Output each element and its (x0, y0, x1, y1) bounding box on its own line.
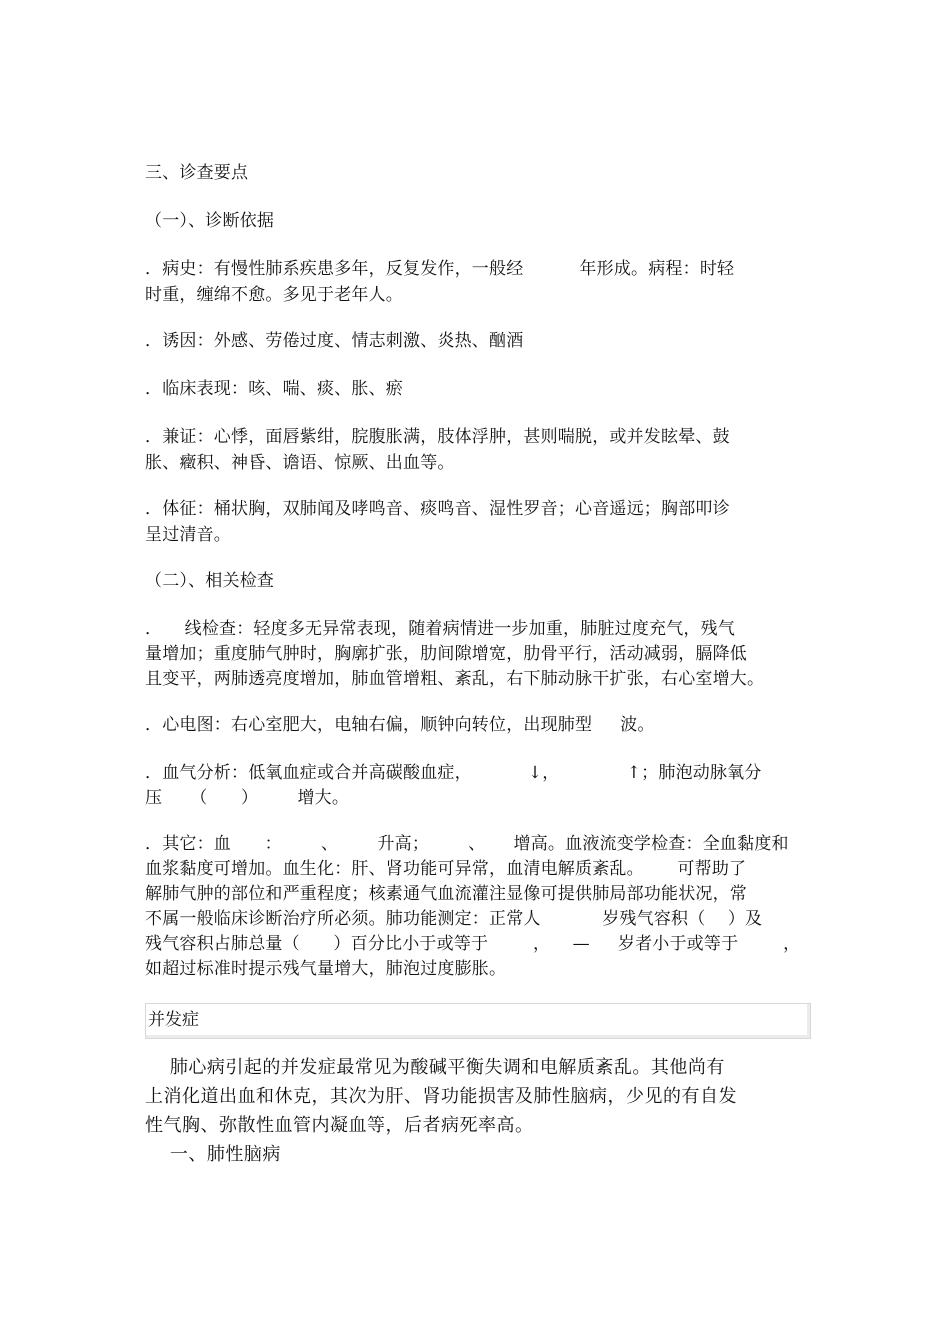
diag-item-signs: ．体征：桶状胸，双肺闻及哮鸣音、痰鸣音、湿性罗音；心音遥远；胸部叩诊 (145, 499, 730, 519)
exam-blood-gas-cont: 压 （ ） 增大。 (145, 788, 350, 808)
subsection-heading: （二）、相关检查 (145, 571, 275, 591)
exam-xray-cont: 且变平，两肺透亮度增加，肺血管增粗、紊乱，右下肺动脉干扩张，右心室增大。 (145, 669, 765, 689)
exam-other-cont: 不属一般临床诊断治疗所必须。肺功能测定：正常人 岁残气容积（ ）及 (145, 909, 763, 929)
complications-paragraph-cont: 性气胸、弥散性血管内凝血等，后者病死率高。 (145, 1115, 534, 1136)
exam-other-cont: 如超过标准时提示残气量增大，肺泡过度膨胀。 (145, 959, 507, 979)
exam-blood-gas: ．血气分析：低氧血症或合并高碳酸血症， ↓， ↑；肺泡动脉氧分 (145, 763, 762, 783)
exam-other-cont: 解肺气肿的部位和严重程度；核素通气血流灌注显像可提供肺局部功能状况，常 (145, 884, 747, 904)
subsection-heading: （一）、诊断依据 (145, 211, 275, 231)
diag-item-complications: ．兼证：心悸，面唇紫绀，脘腹胀满，肢体浮肿，甚则喘脱，或并发眩晕、鼓 (145, 427, 730, 447)
complications-subheading: 一、肺性脑病 (145, 1144, 281, 1165)
diag-item-complications-cont: 胀、癥积、神昏、谵语、惊厥、出血等。 (145, 453, 455, 473)
diag-item-history: ．病史：有慢性肺系疾患多年，反复发作，一般经 年形成。病程：时轻 (145, 259, 735, 279)
exam-xray: ． 线检查：轻度多无异常表现，随着病情进一步加重，肺脏过度充气，残气 (145, 619, 736, 639)
complications-header-box (145, 1003, 811, 1039)
complications-paragraph: 肺心病引起的并发症最常见为酸碱平衡失调和电解质紊乱。其他尚有 (145, 1057, 725, 1078)
exam-xray-cont: 量增加；重度肺气肿时，胸廓扩张，肋间隙增宽，肋骨平行，活动减弱，膈降低 (145, 644, 747, 664)
exam-other: ．其它：血 ： 、 升高； 、 增高。血液流变学检查：全血黏度和 (145, 834, 789, 854)
diag-item-history-cont: 时重，缠绵不愈。多见于老年人。 (145, 285, 403, 305)
diag-item-cause: ．诱因：外感、劳倦过度、情志刺激、炎热、酗酒 (145, 331, 524, 351)
section-heading: 三、诊查要点 (145, 163, 249, 183)
exam-other-cont: 血浆黏度可增加。血生化：肝、肾功能可异常，血清电解质紊乱。 可帮助了 (145, 859, 747, 879)
diag-item-symptoms: ．临床表现：咳、喘、痰、胀、瘀 (145, 379, 403, 399)
complications-title: 并发症 (148, 1010, 199, 1030)
exam-ecg: ．心电图：右心室肥大，电轴右偏，顺钟向转位，出现肺型 波。 (145, 715, 655, 735)
exam-other-cont: 残气容积占肺总量（ ）百分比小于或等于 ， — 岁者小于或等于 ， (145, 934, 801, 954)
diag-item-signs-cont: 呈过清音。 (145, 525, 231, 545)
complications-paragraph-cont: 上消化道出血和休克，其次为肝、肾功能损害及肺性脑病，少见的有自发 (145, 1086, 737, 1107)
